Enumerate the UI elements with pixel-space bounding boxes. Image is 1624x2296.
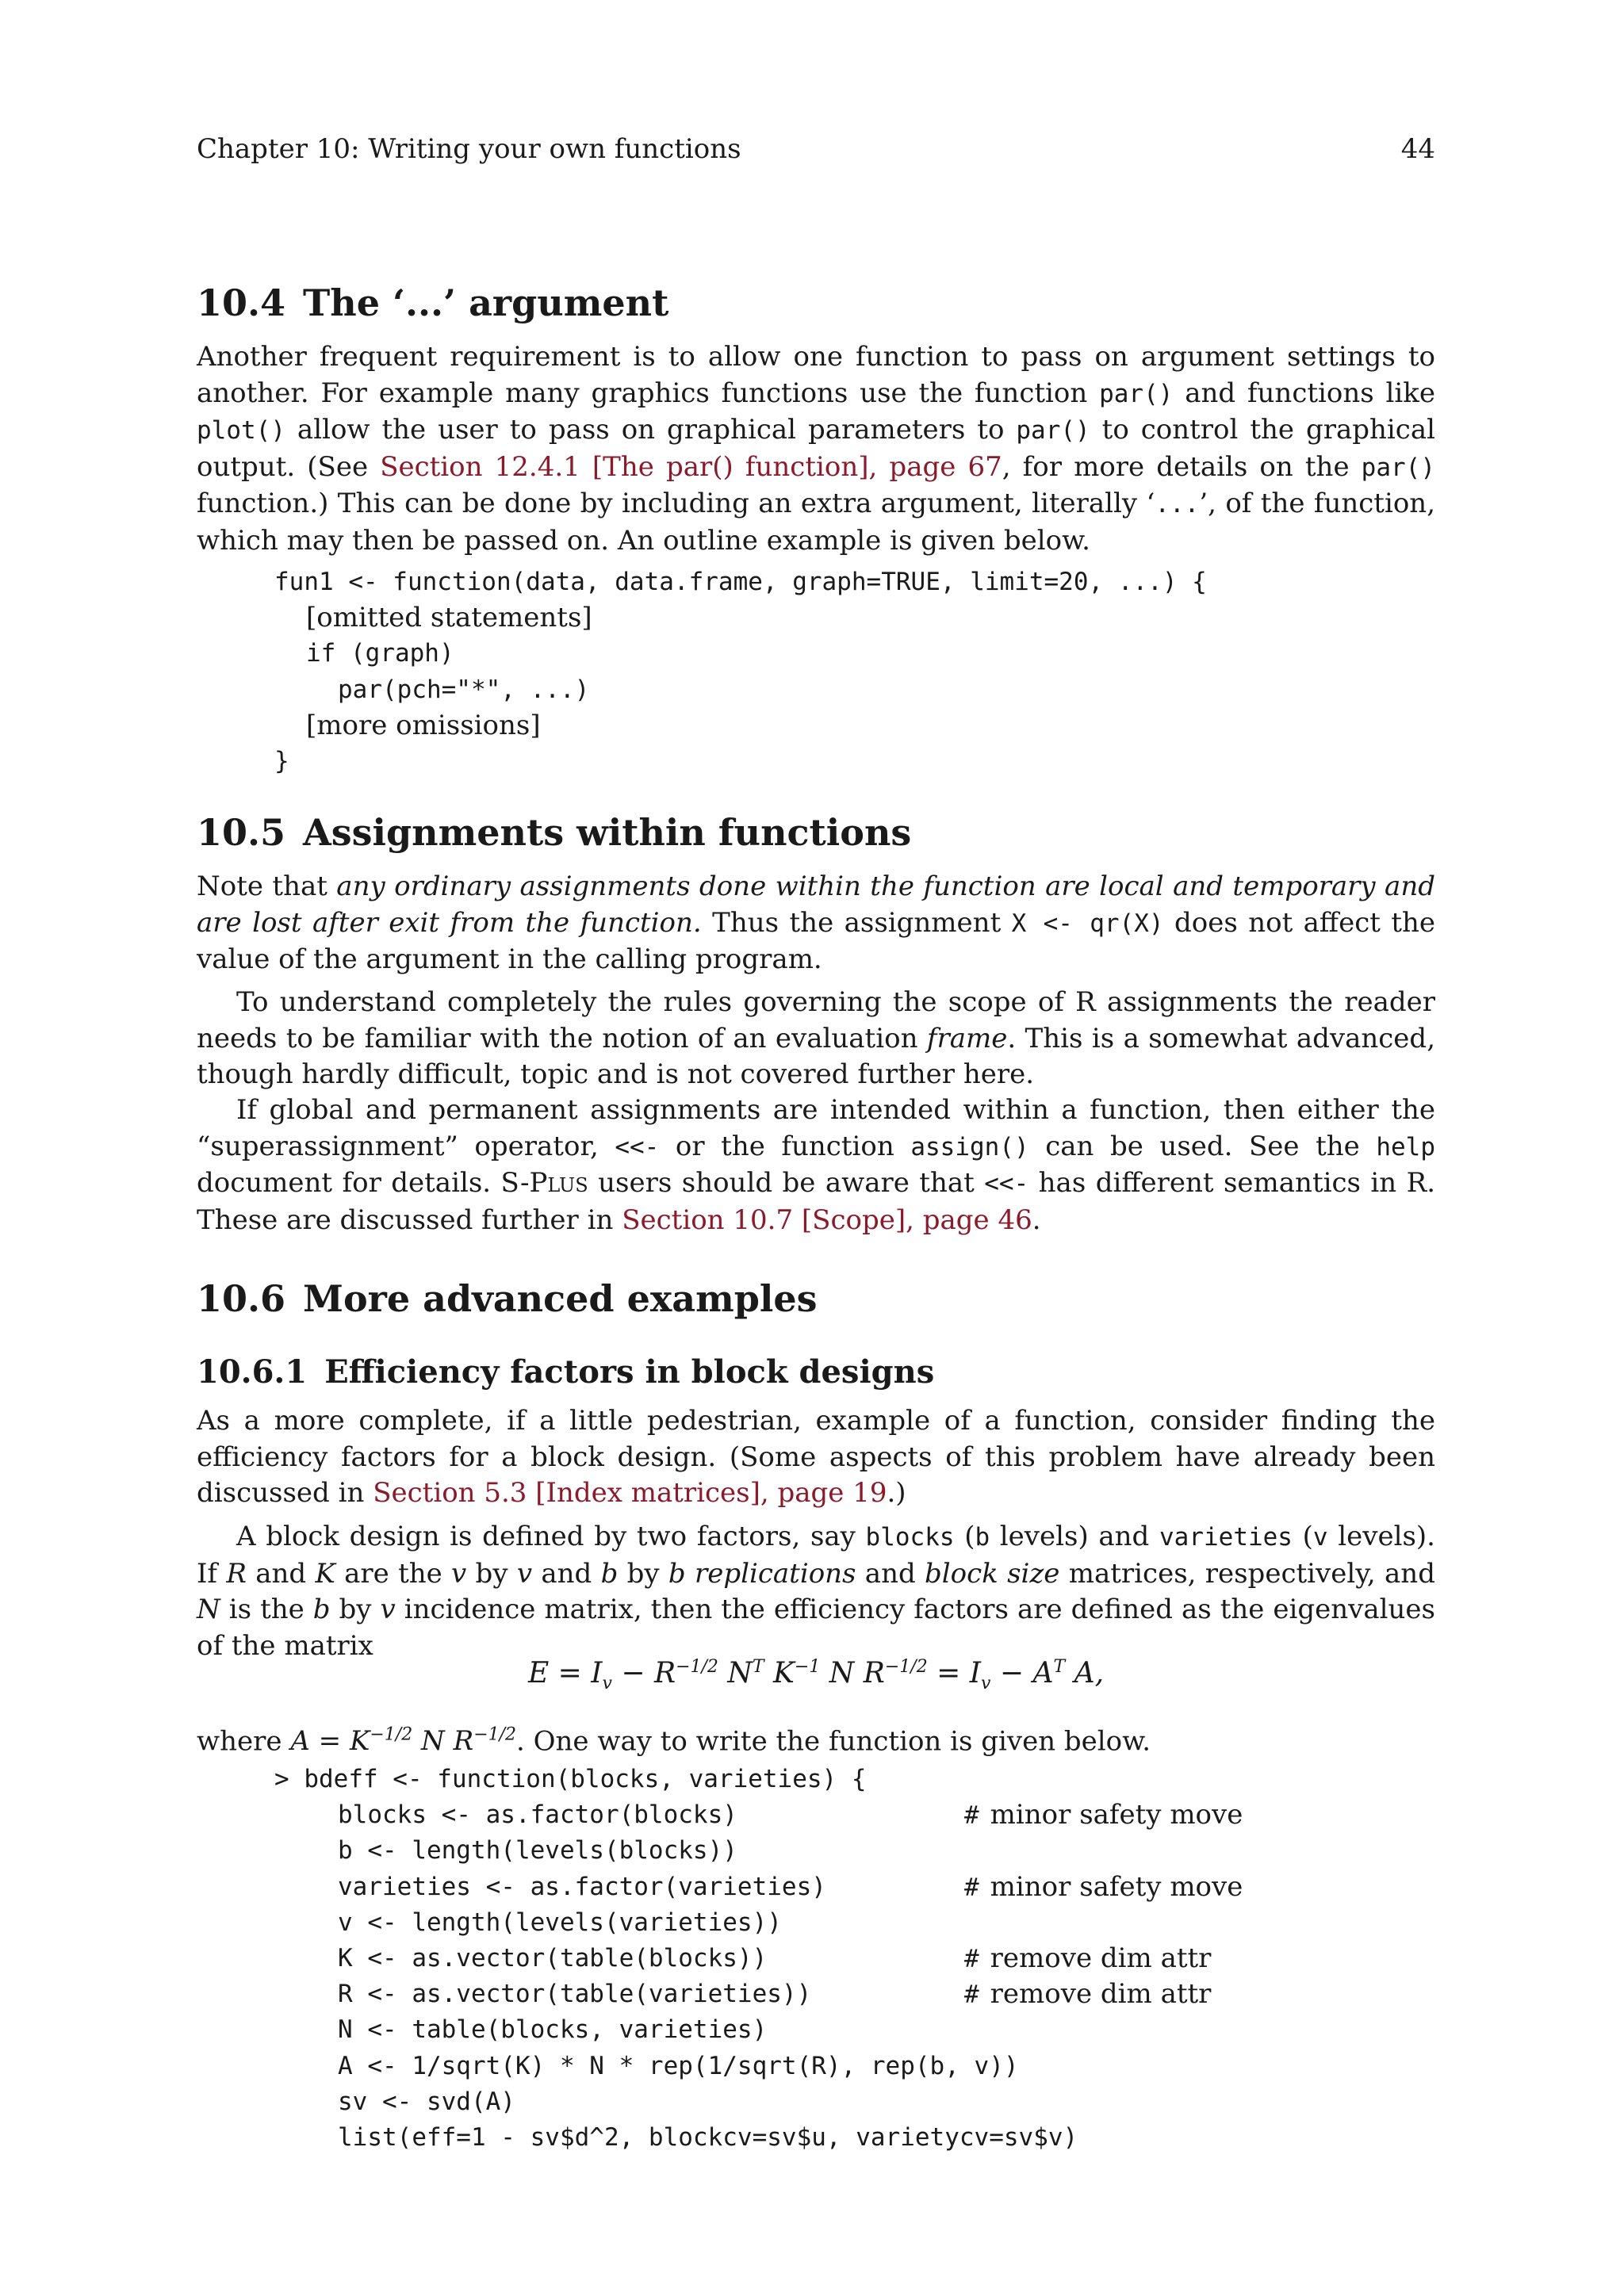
code-line: blocks <- as.factor(blocks) # minor safety move	[274, 1797, 1432, 1833]
code-line: par(pch="*", ...)	[338, 675, 590, 704]
code-comment: # remove dim attr	[964, 1942, 1212, 1974]
code-line: if (graph)	[306, 639, 454, 668]
code-comment: # remove dim attr	[964, 1978, 1212, 2011]
subsection-heading-10-6-1: 10.6.1 Efficiency factors in block designs	[197, 1353, 935, 1391]
paragraph-local-assignments: Note that any ordinary assignments done within the function are local and temporary and are lost after exit from the function. Thus the assignment X <- qr(X) does not affect the value of the argument in the calling program.	[197, 871, 1436, 975]
code-line: varieties <- as.factor(varieties) # minor safety move	[274, 1869, 1432, 1905]
code-line: K <- as.vector(table(blocks)) # remove dim attr	[274, 1941, 1432, 1976]
equation-efficiency: $E = I_v - R^{-1/2}$ $N^T$ $K^{-1}$ N $R^{-1/2} = I_v - A^T$ A,	[527, 1657, 1105, 1694]
paragraph-evaluation-frame: To understand completely the rules governing the scope of R assignments the reader needs to be familiar with the notion of an evaluation frame. This is a somewhat advanced, though hardly difficult, topic and is not covered further here.	[197, 986, 1435, 1090]
chapter-title: Chapter 10: Writing your own functions	[197, 133, 741, 165]
paragraph-superassignment: If global and permanent assignments are intended within a function, then either the “superassignment” operator, <<- or the function assign() can be used. See the help document for details. S-Plus users should be aware that <<- has different semantics in R. These are discussed further in Section 10.7 [Scope], page 46.	[197, 1094, 1436, 1236]
code-line: }	[274, 746, 289, 775]
code-line: R <- as.vector(table(varieties)) # remove dim attr	[274, 1976, 1432, 2012]
section-heading-10-4: 10.4 The ‘...’ argument	[197, 281, 669, 324]
code-line: v <- length(levels(varieties))	[338, 1908, 782, 1937]
code-block-bdeff	[274, 1762, 1432, 2156]
code-line: list(eff=1 - sv$d^2, blockcv=sv$u, varietycv=sv$v)	[338, 2122, 1078, 2152]
running-head	[197, 132, 1435, 167]
code-block-fun1	[274, 564, 1432, 779]
code-line: sv <- svd(A)	[338, 2087, 515, 2116]
link-section-12-4-1[interactable]: Section 12.4.1 [The par() function], page 67	[380, 450, 1002, 483]
section-heading-10-6: 10.6 More advanced examples	[197, 1277, 818, 1320]
paragraph-block-design: A block design is defined by two factors, say blocks (b levels) and varieties (v levels). If R and K are the v by v and b by b replications and block size matrices, respectively, and N is the b by v incidence matrix, then the efficiency factors are defined as the eigenvalues of the matrix	[197, 1521, 1435, 1662]
code-comment: # minor safety move	[964, 1870, 1243, 1903]
math-A-definition: $A = K^{-1/2}$ N $R^{-1/2}$	[290, 1725, 517, 1758]
link-section-10-7[interactable]: Section 10.7 [Scope], page 46	[622, 1203, 1032, 1236]
paragraph-dots-argument: Another frequent requirement is to allow one function to pass on argument settings to another. For example many graphics functions use the function par() and functions like plot() allow the user to pass on graphical parameters to par() to control the graphical output. (See Section 12.4.1 [The par() function], page 67, for more details on the par() function.) This can be done by including an extra argument, literally ‘...’, of the function, which may then be passed on. An outline example is given below.	[197, 341, 1435, 557]
code-comment: # minor safety move	[964, 1799, 1243, 1831]
paragraph-where-A: where $A = K^{-1/2}$ N $R^{-1/2}$. One way to write the function is given below.	[197, 1725, 1151, 1758]
link-section-5-3[interactable]: Section 5.3 [Index matrices], page 19	[373, 1477, 887, 1509]
code-line: A <- 1/sqrt(K) * N * rep(1/sqrt(R), rep(b, v))	[338, 2051, 1019, 2080]
code-line: [omitted statements]	[306, 602, 592, 634]
code-line: fun1 <- function(data, data.frame, graph=TRUE, limit=20, ...) {	[274, 568, 1207, 596]
page-number: 44	[1400, 133, 1435, 165]
section-heading-10-5: 10.5 Assignments within functions	[197, 811, 912, 854]
code-line: [more omissions]	[306, 709, 541, 741]
code-line: > bdeff <- function(blocks, varieties) {	[274, 1765, 867, 1793]
paragraph-efficiency-intro: As a more complete, if a little pedestrian, example of a function, consider finding the efficiency factors for a block design. (Some aspects of this problem have already been discussed in Section 5.3 [Index matrices], page 19.)	[197, 1405, 1435, 1509]
code-line: b <- length(levels(blocks))	[338, 1836, 737, 1866]
code-line: N <- table(blocks, varieties)	[338, 2015, 768, 2045]
